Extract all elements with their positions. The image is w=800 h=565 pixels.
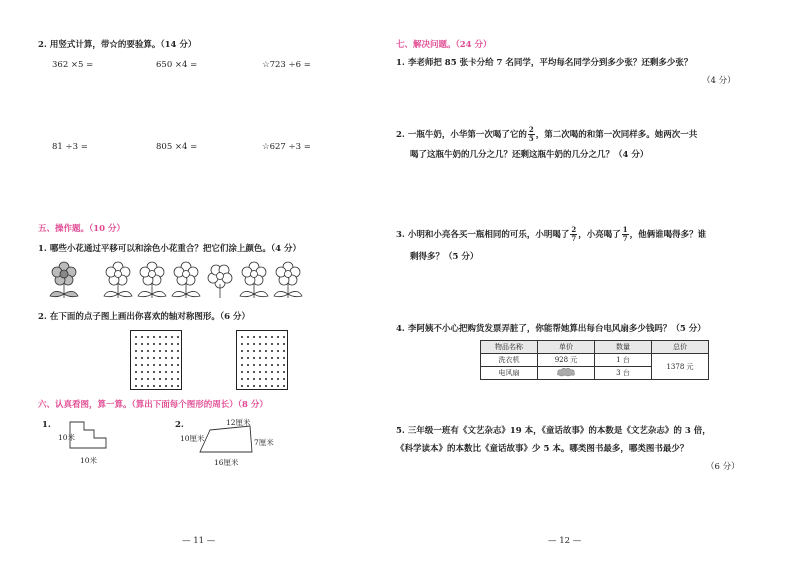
grid-dot: [265, 336, 267, 338]
grid-dot: [135, 357, 137, 359]
grid-dot: [135, 343, 137, 345]
grid-dot: [265, 371, 267, 373]
grid-dot: [253, 371, 255, 373]
grid-dot: [265, 378, 267, 380]
flower-3: [138, 262, 166, 298]
section-6-title: 六、认真看图，算一算。（算出下面每个图形的周长）（8 分）: [38, 400, 268, 410]
grid-dot: [253, 357, 255, 359]
page-number-right: — 12 —: [548, 536, 582, 546]
fig2-top-label: 12厘米: [226, 418, 251, 427]
grid-dot: [277, 357, 279, 359]
grid-dot: [247, 336, 249, 338]
invoice-table: [480, 340, 709, 380]
invoice-header-qty: 数量: [595, 341, 652, 354]
grid-dot: [283, 357, 285, 359]
grid-dot: [271, 336, 273, 338]
grid-dot: [247, 385, 249, 387]
r-q2-text-a: 2. 一瓶牛奶，小华第一次喝了它的: [396, 130, 527, 140]
grid-dot: [153, 378, 155, 380]
r-q3-frac1-den: 7: [571, 234, 577, 243]
grid-dot: [241, 371, 243, 373]
page-number-left: — 11 —: [182, 536, 216, 546]
invoice-header-name: 物品名称: [481, 341, 538, 354]
grid-dot: [283, 385, 285, 387]
grid-dot: [241, 378, 243, 380]
grid-dot: [141, 357, 143, 359]
grid-dot: [165, 343, 167, 345]
grid-dot: [283, 378, 285, 380]
grid-dot: [141, 350, 143, 352]
invoice-header-price: 单价: [538, 341, 595, 354]
grid-dot: [153, 343, 155, 345]
grid-dot: [141, 371, 143, 373]
grid-dot: [177, 371, 179, 373]
grid-dot: [153, 385, 155, 387]
calc-4: 81 ÷3 =: [52, 142, 88, 152]
grid-dot: [253, 378, 255, 380]
grid-dot: [259, 371, 261, 373]
r-q5-score: （6 分）: [706, 462, 740, 472]
grid-dot: [135, 371, 137, 373]
grid-dot: [259, 357, 261, 359]
r-q3-frac1-num: 2: [571, 225, 577, 234]
r-q1-score: （4 分）: [702, 76, 736, 86]
grid-dot: [165, 385, 167, 387]
invoice-header-row: [481, 341, 709, 354]
grid-dot: [177, 343, 179, 345]
r-q5-line2: 《科学读本》的本数比《童话故事》少 5 本。哪类图书最多，哪类图书最少？: [396, 444, 689, 454]
calc-3: ☆723 ÷6 =: [262, 60, 311, 70]
grid-dot: [271, 350, 273, 352]
grid-dot: [241, 350, 243, 352]
fig1-number: 1.: [42, 420, 51, 430]
grid-dot: [259, 364, 261, 366]
grid-dot: [265, 343, 267, 345]
r-q2-line2: 喝了这瓶牛奶的几分之几？还剩这瓶牛奶的几分之几？（4 分）: [410, 150, 649, 160]
grid-dot: [171, 385, 173, 387]
sec5-q1: 1. 哪些小花通过平移可以和涂色小花重合？把它们涂上颜色。（4 分）: [38, 244, 301, 254]
grid-dot: [241, 357, 243, 359]
r-q1-text: 1. 李老师把 85 张卡分给 7 名同学，平均每名同学分到多少张？还剩多少张？: [396, 58, 693, 68]
grid-dot: [177, 364, 179, 366]
section-5-title: 五、操作题。（10 分）: [38, 224, 126, 234]
invoice-cell-total: 1378 元: [652, 354, 709, 380]
grid-dot: [277, 336, 279, 338]
invoice-row-washer: [481, 354, 709, 367]
grid-dot: [259, 350, 261, 352]
grid-dot: [141, 378, 143, 380]
grid-dot: [253, 336, 255, 338]
grid-dot: [177, 350, 179, 352]
grid-dot: [247, 343, 249, 345]
fig2-left-label: 10厘米: [180, 434, 205, 443]
invoice-cell-name: 洗衣机: [481, 354, 538, 367]
grid-dot: [283, 343, 285, 345]
grid-dot: [271, 385, 273, 387]
r-q2-frac-num: 2: [528, 125, 534, 134]
grid-dot: [141, 343, 143, 345]
calc-5: 805 ×4 =: [156, 142, 198, 152]
invoice-cell-stain: [538, 367, 595, 380]
calc-1: 362 ×5 =: [52, 60, 94, 70]
calc-6: ☆627 ÷3 =: [262, 142, 311, 152]
grid-dot: [247, 350, 249, 352]
fig2-bottom-label: 16厘米: [214, 458, 239, 467]
grid-dot: [177, 378, 179, 380]
grid-dot: [141, 336, 143, 338]
grid-dot: [177, 336, 179, 338]
r-q3-text-c: ，他俩谁喝得多？谁: [629, 230, 707, 240]
grid-dot: [277, 364, 279, 366]
r-q2-line1: [396, 126, 697, 143]
flower-7: [274, 262, 302, 298]
ink-stain-icon: [555, 367, 577, 377]
invoice-cell-qty: 3 台: [595, 367, 652, 380]
grid-dot: [277, 350, 279, 352]
grid-dot: [153, 357, 155, 359]
grid-dot: [253, 350, 255, 352]
grid-dot: [171, 357, 173, 359]
flower-shaded: [50, 262, 78, 298]
grid-dot: [165, 378, 167, 380]
grid-dot: [171, 336, 173, 338]
grid-dot: [277, 343, 279, 345]
grid-dot: [147, 364, 149, 366]
flower-2: [104, 262, 132, 298]
r-q3-line2: 剩得多？（5 分）: [410, 252, 479, 262]
grid-dot: [171, 378, 173, 380]
grid-dot: [177, 385, 179, 387]
grid-dot: [253, 385, 255, 387]
grid-dot: [159, 385, 161, 387]
r-q3-text-a: 3. 小明和小亮各买一瓶相同的可乐，小明喝了: [396, 230, 570, 240]
grid-dot: [241, 343, 243, 345]
grid-dot: [271, 357, 273, 359]
grid-dot: [271, 364, 273, 366]
grid-dot: [283, 350, 285, 352]
grid-dot: [153, 350, 155, 352]
grid-dot: [265, 350, 267, 352]
grid-dot: [135, 336, 137, 338]
grid-dot: [159, 336, 161, 338]
grid-dot: [259, 385, 261, 387]
grid-dot: [241, 364, 243, 366]
grid-dot: [159, 357, 161, 359]
grid-dot: [141, 385, 143, 387]
grid-dot: [283, 336, 285, 338]
grid-dot: [247, 378, 249, 380]
sec5-q2: 2. 在下面的点子图上画出你喜欢的轴对称图形。（6 分）: [38, 312, 250, 322]
r-q2-frac-den: 5: [528, 134, 534, 143]
r-q3-frac2-den: 7: [622, 234, 628, 243]
grid-dot: [271, 371, 273, 373]
grid-dot: [165, 371, 167, 373]
grid-dot: [147, 350, 149, 352]
grid-dot: [171, 343, 173, 345]
r-q2-text-b: ，第二次喝的和第一次同样多。她两次一共: [535, 130, 698, 140]
grid-dot: [165, 350, 167, 352]
grid-dot: [135, 350, 137, 352]
grid-dot: [165, 336, 167, 338]
fig2-number: 2.: [175, 420, 184, 430]
grid-dot: [135, 364, 137, 366]
invoice-header-total: 总价: [652, 341, 709, 354]
grid-dot: [277, 371, 279, 373]
flower-4: [172, 262, 200, 298]
grid-dot: [247, 371, 249, 373]
grid-dot: [271, 378, 273, 380]
grid-dot: [147, 378, 149, 380]
grid-dot: [165, 364, 167, 366]
grid-dot: [253, 343, 255, 345]
r-q3-fraction-1: [570, 226, 577, 243]
r-q3-frac2-num: 1: [622, 225, 628, 234]
r-q4-text: 4. 李阿姨不小心把购货发票弄脏了，你能帮她算出每台电风扇多少钱吗？（5 分）: [396, 324, 706, 334]
grid-dot: [171, 364, 173, 366]
grid-dot: [147, 371, 149, 373]
grid-dot: [283, 371, 285, 373]
grid-dot: [283, 364, 285, 366]
fig1-left-label: 10米: [58, 433, 76, 442]
grid-dot: [141, 364, 143, 366]
dot-grid-left[interactable]: [130, 330, 182, 390]
calc-2: 650 ×4 =: [156, 60, 198, 70]
dot-grid-right[interactable]: [236, 330, 288, 390]
grid-dot: [135, 378, 137, 380]
grid-dot: [159, 343, 161, 345]
grid-dot: [171, 350, 173, 352]
fig1-bottom-label: 10米: [80, 456, 98, 465]
section-7-title: 七、解决问题。（24 分）: [396, 40, 492, 50]
grid-dot: [241, 336, 243, 338]
r-q3-fraction-2: [622, 226, 629, 243]
grid-dot: [153, 364, 155, 366]
grid-dot: [247, 357, 249, 359]
grid-dot: [165, 357, 167, 359]
grid-dot: [265, 357, 267, 359]
grid-dot: [259, 343, 261, 345]
grid-dot: [159, 350, 161, 352]
grid-dot: [259, 378, 261, 380]
q2-title: 2. 用竖式计算，带☆的要验算。（14 分）: [38, 40, 197, 50]
grid-dot: [159, 364, 161, 366]
grid-dot: [247, 364, 249, 366]
grid-dot: [265, 385, 267, 387]
grid-dot: [147, 336, 149, 338]
grid-dot: [271, 343, 273, 345]
grid-dot: [265, 364, 267, 366]
r-q5-line1: 5. 三年级一班有《文艺杂志》19 本，《童话故事》的本数是《文艺杂志》的 3 倍，: [396, 426, 711, 436]
flowers-row: [48, 260, 318, 300]
invoice-cell-name: 电风扇: [481, 367, 538, 380]
grid-dot: [147, 343, 149, 345]
r-q3-text-b: ，小亮喝了: [578, 230, 621, 240]
grid-dot: [259, 336, 261, 338]
fig2-trapezoid-shape: [196, 424, 258, 456]
r-q3-line1: [396, 226, 706, 243]
grid-dot: [153, 371, 155, 373]
r-q2-fraction: [528, 126, 535, 143]
invoice-cell-price: 928 元: [538, 354, 595, 367]
grid-dot: [135, 385, 137, 387]
grid-dot: [277, 378, 279, 380]
invoice-cell-qty: 1 台: [595, 354, 652, 367]
grid-dot: [159, 371, 161, 373]
grid-dot: [147, 385, 149, 387]
grid-dot: [147, 357, 149, 359]
grid-dot: [241, 385, 243, 387]
grid-dot: [159, 378, 161, 380]
grid-dot: [153, 336, 155, 338]
grid-dot: [177, 357, 179, 359]
grid-dot: [277, 385, 279, 387]
grid-dot: [171, 371, 173, 373]
flower-6: [240, 262, 268, 298]
fig2-right-label: 7厘米: [254, 438, 274, 447]
grid-dot: [253, 364, 255, 366]
fig1-staircase-shape: [68, 420, 118, 450]
